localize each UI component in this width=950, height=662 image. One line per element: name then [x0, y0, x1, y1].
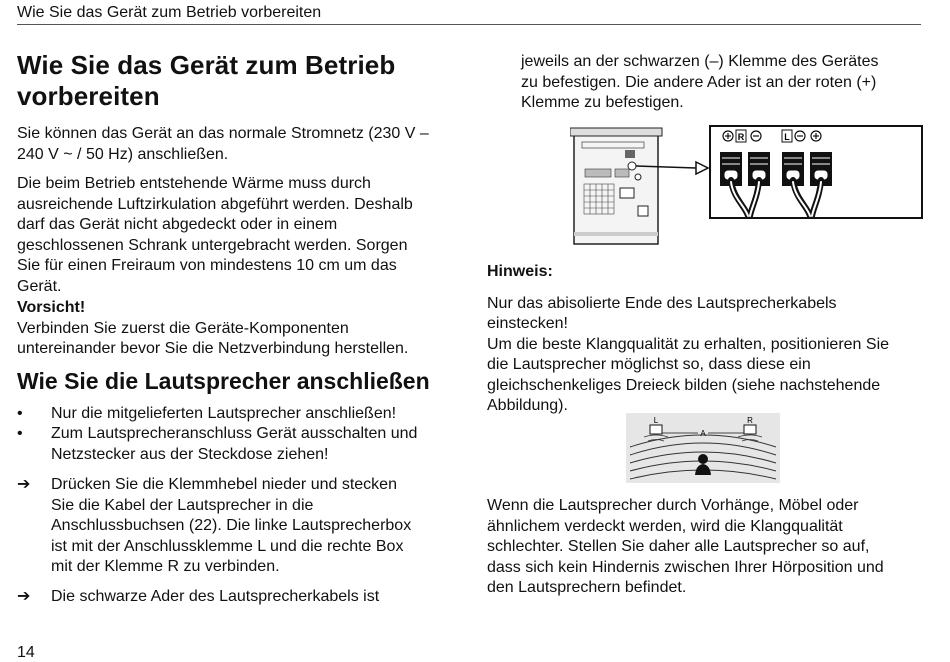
terminal-label-l: L: [784, 132, 790, 142]
text-line: Wenn die Lautsprecher durch Vorhänge, Möbel oder: [487, 497, 859, 514]
triangle-label-right: R: [747, 416, 753, 425]
triangle-label-left: L: [653, 416, 659, 425]
section-title: Wie Sie die Lautsprecher anschließen: [17, 367, 430, 394]
text-line: geschlossenen Schrank untergebracht werden. Sorgen: [17, 236, 408, 254]
note-block: [487, 262, 927, 417]
bullet-item: [17, 424, 457, 465]
triangle-label-center: A: [700, 429, 706, 438]
text-line: mit der Klemme R zu verbinden.: [51, 558, 280, 575]
terminal-label-r: R: [737, 132, 745, 142]
text-line: darf das Gerät nicht abgedeckt oder in einem: [17, 216, 338, 233]
listening-triangle-figure: [626, 413, 780, 483]
bullet-item: [17, 404, 457, 425]
text-line: Die beim Betrieb entstehende Wärme muss durch: [17, 175, 371, 192]
right-column: [487, 52, 927, 114]
bullet-mark: •: [17, 404, 23, 422]
text-line: einstecken!: [487, 315, 568, 332]
page-title-line-1: Wie Sie das Gerät zum Betrieb: [17, 50, 396, 80]
text-line: Die schwarze Ader des Lautsprecherkabels ist: [51, 587, 380, 605]
text-line: die Lautsprecher möglichst so, dass diese ein: [487, 356, 811, 373]
speaker-terminal-figure: [570, 122, 925, 250]
text-line: jeweils an der schwarzen (–) Klemme des Gerätes: [521, 53, 879, 70]
text-line: Abbildung).: [487, 397, 568, 414]
running-header: Wie Sie das Gerät zum Betrieb vorbereiten: [17, 4, 322, 21]
text-line: Drücken Sie die Klemmhebel nieder und stecken: [51, 476, 397, 493]
left-column: [17, 50, 457, 607]
placement-paragraph: [487, 496, 927, 599]
text-line: 240 V ~ / 50 Hz) anschließen.: [17, 145, 229, 163]
text-line: ausreichende Luftzirkulation abgeführt werden. Deshalb: [17, 195, 413, 213]
note-paragraph-1: [487, 294, 927, 417]
text-line: Nur die mitgelieferten Lautsprecher anschließen!: [51, 404, 397, 422]
ventilation-paragraph: [17, 174, 457, 297]
placement-block: [487, 496, 927, 599]
text-line: Nur das abisolierte Ende des Lautsprecherkabels: [487, 294, 837, 312]
text-line: ist mit der Anschlussklemme L und die rechte Box: [51, 537, 404, 555]
arrow-icon: ➔: [17, 587, 31, 605]
text-line: Gerät.: [17, 277, 62, 295]
text-line: gleichschenkeliges Dreieck bilden (siehe nachstehende: [487, 376, 881, 394]
text-line: dass sich kein Hindernis zwischen Ihrer Hörposition und: [487, 558, 884, 576]
note-label: Hinweis:: [487, 263, 553, 280]
text-line: den Lautsprechern befindet.: [487, 579, 687, 596]
text-line: Zum Lautsprecheranschluss Gerät ausschalten und: [51, 425, 418, 442]
bullet-mark: •: [17, 425, 23, 442]
header-rule: [17, 24, 921, 25]
step-item: [17, 587, 457, 608]
page-title-line-2: vorbereiten: [17, 81, 160, 111]
caution-paragraph: [17, 319, 457, 360]
power-paragraph: [17, 124, 457, 165]
text-line: Netzstecker aus der Steckdose ziehen!: [51, 445, 329, 463]
arrow-icon: ➔: [17, 476, 31, 493]
text-line: ähnlichem verdeckt werden, wird die Klangqualität: [487, 517, 843, 535]
text-line: untereinander bevor Sie die Netzverbindung herstellen.: [17, 340, 409, 357]
text-line: zu befestigen. Die andere Ader ist an der roten (+): [521, 73, 877, 91]
text-line: Sie für einen Freiraum von mindestens 10 cm um das: [17, 257, 397, 274]
text-line: Um die beste Klangqualität zu erhalten, positionieren Sie: [487, 335, 890, 353]
text-line: Sie die Kabel der Lautsprecher in die: [51, 496, 314, 514]
text-line: Sie können das Gerät an das normale Stromnetz (230 V –: [17, 125, 429, 142]
text-line: Klemme zu befestigen.: [521, 94, 684, 111]
step-item: [17, 475, 457, 578]
continuation-paragraph: [487, 52, 927, 114]
text-line: Verbinden Sie zuerst die Geräte-Komponenten: [17, 319, 349, 337]
page-number: 14: [17, 644, 35, 661]
text-line: Anschlussbuchsen (22). Die linke Lautsprecherbox: [51, 517, 412, 534]
caution-label: Vorsicht!: [17, 299, 86, 316]
page-title: [17, 50, 457, 112]
text-line: schlechter. Stellen Sie daher alle Lautsprecher so auf,: [487, 538, 870, 555]
